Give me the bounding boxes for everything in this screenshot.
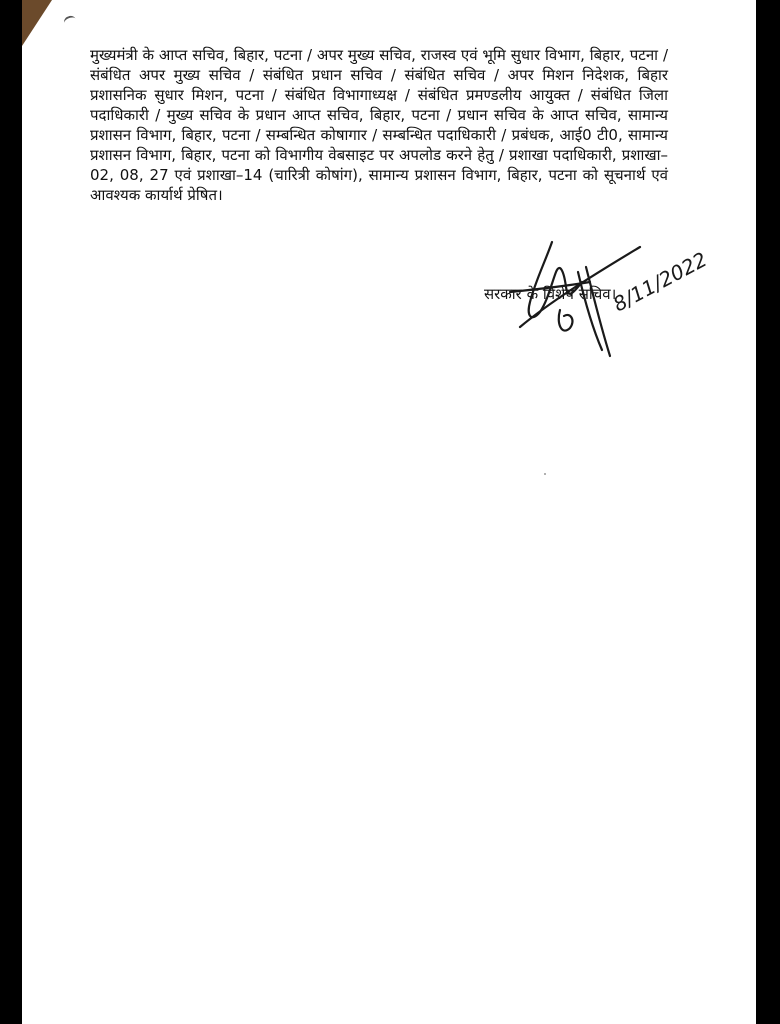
page-speck [544,473,546,475]
distribution-list-text: मुख्यमंत्री के आप्त सचिव, बिहार, पटना / अपर मुख्य सचिव, राजस्व एवं भूमि सुधार विभाग, बिहार, पटना / संबंधित अपर मुख्य सचिव / संबंधित प्रधान सचिव / संबंधित सचिव / अपर मिशन निदेशक, बिहार प्रशासनिक सुधार मिशन, पटना / संबंधित विभागाध्यक्ष / संबंधित प्रमण्डलीय आयुक्त / संबंधित जिला पदाधिकारी / मुख्य सचिव के प्रधान आप्त सचिव, बिहार, पटना / प्रधान सचिव के आप्त सचिव, सामान्य प्रशासन विभाग, बिहार, पटना / सम्बन्धित कोषागार / सम्बन्धित पदाधिकारी / प्रबंधक, आई0 टी0, सामान्य प्रशासन विभाग, बिहार, पटना को विभागीय वेबसाइट पर अपलोड करने हेतु / प्रशाखा पदाधिकारी, प्रशाखा–02, 08, 27 एवं प्रशाखा–14 (चारित्री कोषांग), सामान्य प्रशासन विभाग, बिहार, पटना को सूचनार्थ एवं आवश्यक कार्यार्थ प्रेषित। [90,46,668,204]
signatory-designation: सरकार के विशेष सचिव। [484,285,617,303]
signature-date: 8/11/2022 [609,247,711,317]
handwritten-signature [490,232,711,362]
page-corner-fold [22,0,52,46]
